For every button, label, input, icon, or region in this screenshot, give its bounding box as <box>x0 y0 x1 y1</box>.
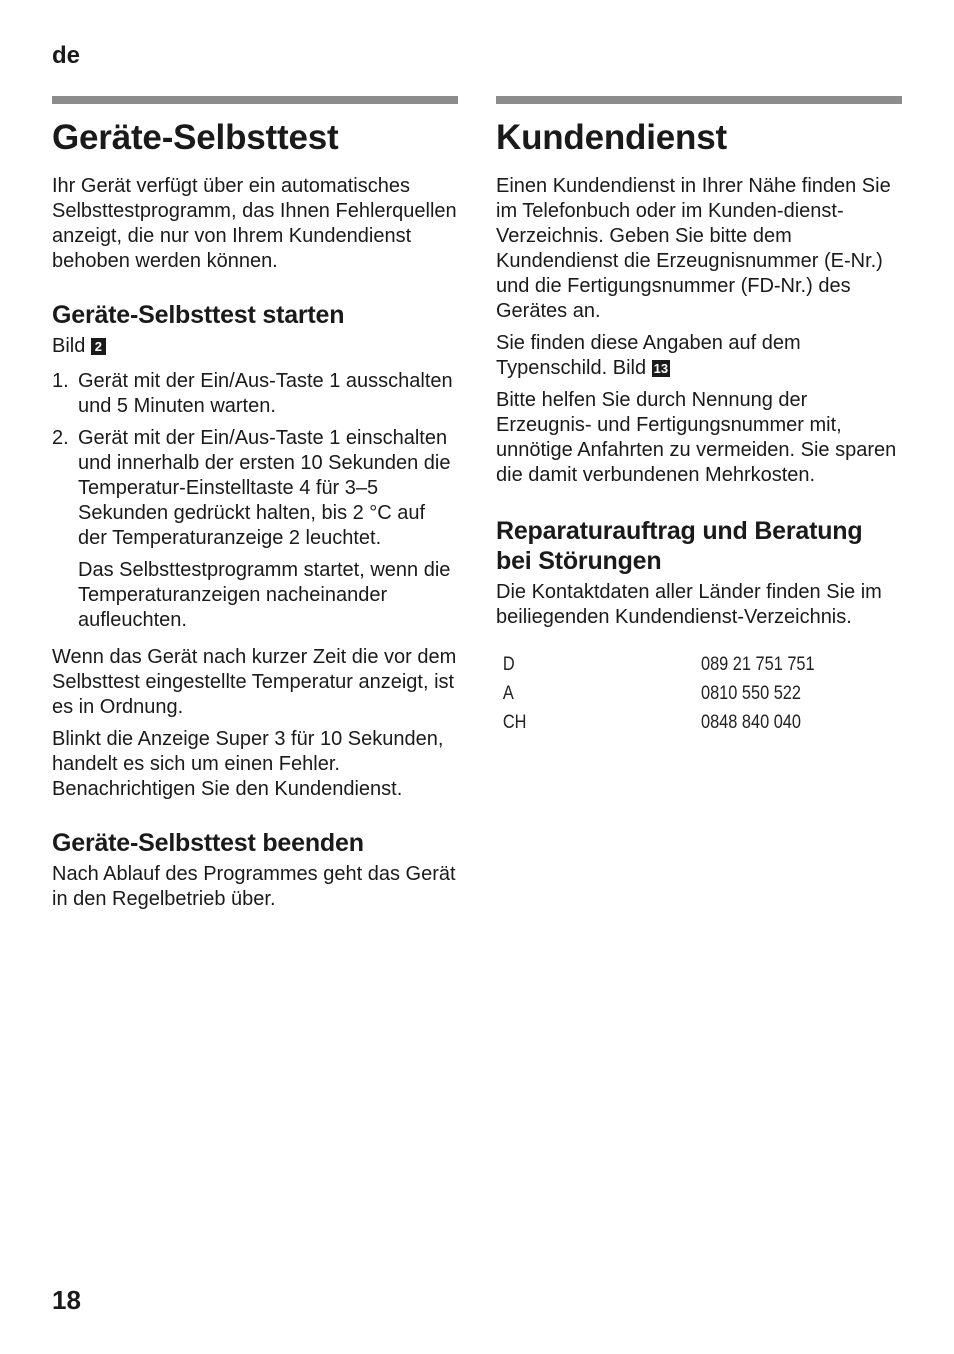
figure-reference <box>52 334 458 359</box>
figure-number-badge: 2 <box>91 338 106 355</box>
phone-number: 0810 550 522 <box>701 683 801 704</box>
figure-number-badge: 13 <box>653 361 669 376</box>
step-number: 1. <box>52 370 69 392</box>
country-code: D <box>502 654 515 675</box>
contact-table <box>496 650 833 737</box>
paragraph-notify: Benachrichtigen Sie den Kundendienst. <box>52 778 403 800</box>
list-item <box>52 426 458 633</box>
country-code: A <box>502 683 514 704</box>
section-rule <box>52 96 458 104</box>
list-item <box>52 369 458 419</box>
left-column <box>52 96 458 912</box>
step-text: Gerät mit der Ein/Aus-Taste 1 einschalten und innerhalb der ersten 10 Sekunden die Temperatur-Einstelltaste 4 für 3–5 Sekunden gedrückt halten, bis 2 °C auf der Temperaturanzeige 2 leuchtet. <box>78 427 451 549</box>
intro-paragraph: Ihr Gerät verfügt über ein automatisches Selbsttestprogramm, das Ihnen Fehlerquellen anzeigt, die nur von Ihrem Kundendienst behoben werden können. <box>52 175 457 272</box>
paragraph-kundendienst-2 <box>496 331 902 381</box>
paragraph-end: Nach Ablauf des Programmes geht das Gerät in den Regelbetrieb über. <box>52 863 456 910</box>
table-row <box>496 708 833 737</box>
country-code: CH <box>502 712 527 733</box>
section-rule <box>496 96 902 104</box>
step-list <box>52 369 458 633</box>
paragraph-kontaktdaten: Die Kontaktdaten aller Länder finden Sie im beiliegenden Kundendienst-Verzeichnis. <box>496 581 882 628</box>
phone-number: 0848 840 040 <box>701 712 801 733</box>
paragraph-kundendienst-1: Einen Kundendienst in Ihrer Nähe finden Sie im Telefonbuch oder im Kunden-dienst-Verzeichnis. Geben Sie bitte dem Kundendienst die Erzeugnisnummer (E-Nr.) und die Fertigungsnummer (FD-Nr.) des Gerätes an. <box>496 175 891 322</box>
heading-selbsttest-starten: Geräte-Selbsttest starten <box>52 301 345 329</box>
paragraph-error: Blinkt die Anzeige Super 3 für 10 Sekunden, handelt es sich um einen Fehler. <box>52 728 444 775</box>
paragraph-kundendienst-2-text: Sie finden diese Angaben auf dem Typenschild. Bild <box>496 332 801 379</box>
table-row <box>496 679 833 708</box>
page-number: 18 <box>52 1285 81 1315</box>
heading-reparaturauftrag: Reparaturauftrag und Beratung bei Störungen <box>496 517 863 575</box>
figure-reference-label: Bild <box>52 335 86 357</box>
heading-selbsttest-beenden: Geräte-Selbsttest beenden <box>52 829 364 857</box>
paragraph-ok: Wenn das Gerät nach kurzer Zeit die vor dem Selbsttest eingestellte Temperatur anzeigt, ist es in Ordnung. <box>52 646 457 718</box>
section-title-kundendienst: Kundendienst <box>496 118 727 157</box>
step-number: 2. <box>52 427 69 449</box>
paragraph-kundendienst-3: Bitte helfen Sie durch Nennung der Erzeugnis- und Fertigungsnummer mit, unnötige Anfahrten zu vermeiden. Sie sparen die damit verbundenen Mehrkosten. <box>496 389 897 486</box>
table-row <box>496 650 833 679</box>
section-title-selbsttest: Geräte-Selbsttest <box>52 118 339 157</box>
step-text: Gerät mit der Ein/Aus-Taste 1 ausschalten und 5 Minuten warten. <box>78 370 453 417</box>
language-tag: de <box>52 42 81 69</box>
phone-number: 089 21 751 751 <box>701 654 815 675</box>
step-subtext: Das Selbsttestprogramm startet, wenn die Temperaturanzeigen nacheinander aufleuchten. <box>78 559 451 631</box>
right-column <box>496 96 902 737</box>
